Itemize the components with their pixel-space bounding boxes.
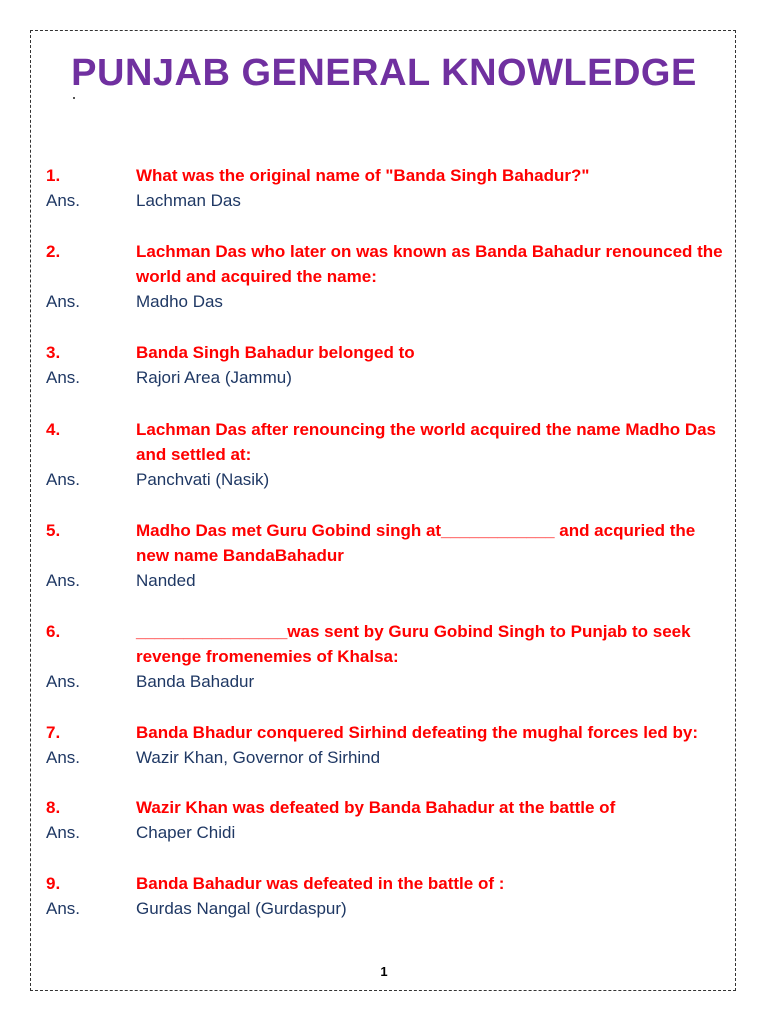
qa-item-5: [46, 518, 736, 593]
qa-item-4: [46, 417, 736, 492]
page-number: 1: [380, 964, 388, 979]
answer-label: Ans.: [46, 191, 81, 210]
question-number: 2.: [46, 242, 61, 261]
question-text: Banda Bhadur conquered Sirhind defeating the mughal forces led by:: [136, 723, 699, 742]
page-title: PUNJAB GENERAL KNOWLEDGE: [71, 52, 697, 94]
question-text: What was the original name of "Banda Singh Bahadur?": [136, 166, 590, 185]
answer-text: Wazir Khan, Governor of Sirhind: [136, 748, 381, 767]
answer-label: Ans.: [46, 672, 81, 691]
question-text: ________________was sent by Guru Gobind Singh to Punjab to seek revenge fromenemies of Khalsa:: [136, 622, 691, 666]
answer-text: Chaper Chidi: [136, 823, 236, 842]
answer-text: Panchvati (Nasik): [136, 470, 270, 489]
answer-text: Banda Bahadur: [136, 672, 255, 691]
answer-label: Ans.: [46, 823, 81, 842]
question-number: 5.: [46, 521, 61, 540]
answer-label: Ans.: [46, 292, 81, 311]
qa-item-3: [46, 340, 736, 390]
question-text: Lachman Das who later on was known as Banda Bahadur renounced the world and acquired the name:: [136, 242, 723, 286]
question-text: Banda Singh Bahadur belonged to: [136, 343, 415, 362]
stray-dot: [73, 97, 75, 99]
answer-text: Nanded: [136, 571, 196, 590]
qa-item-8: [46, 795, 736, 845]
question-text: Madho Das met Guru Gobind singh at____________ and acquried the new name BandaBahadur: [136, 521, 696, 565]
question-number: 3.: [46, 343, 61, 362]
qa-item-6: [46, 619, 736, 694]
question-number: 7.: [46, 723, 61, 742]
answer-label: Ans.: [46, 368, 81, 387]
question-number: 1.: [46, 166, 61, 185]
answer-label: Ans.: [46, 571, 81, 590]
answer-label: Ans.: [46, 470, 81, 489]
answer-label: Ans.: [46, 899, 81, 918]
qa-item-2: [46, 239, 736, 314]
question-number: 6.: [46, 622, 61, 641]
question-text: Wazir Khan was defeated by Banda Bahadur at the battle of: [136, 798, 616, 817]
question-text: Banda Bahadur was defeated in the battle of :: [136, 874, 505, 893]
question-number: 8.: [46, 798, 61, 817]
answer-label: Ans.: [46, 748, 81, 767]
question-text: Lachman Das after renouncing the world acquired the name Madho Das and settled at:: [136, 420, 717, 464]
answer-text: Gurdas Nangal (Gurdaspur): [136, 899, 347, 918]
qa-item-1: [46, 163, 736, 213]
answer-text: Lachman Das: [136, 191, 241, 210]
qa-item-7: [46, 720, 736, 770]
question-number: 9.: [46, 874, 61, 893]
answer-text: Madho Das: [136, 292, 223, 311]
answer-text: Rajori Area (Jammu): [136, 368, 292, 387]
question-number: 4.: [46, 420, 61, 439]
qa-item-9: [46, 871, 736, 921]
